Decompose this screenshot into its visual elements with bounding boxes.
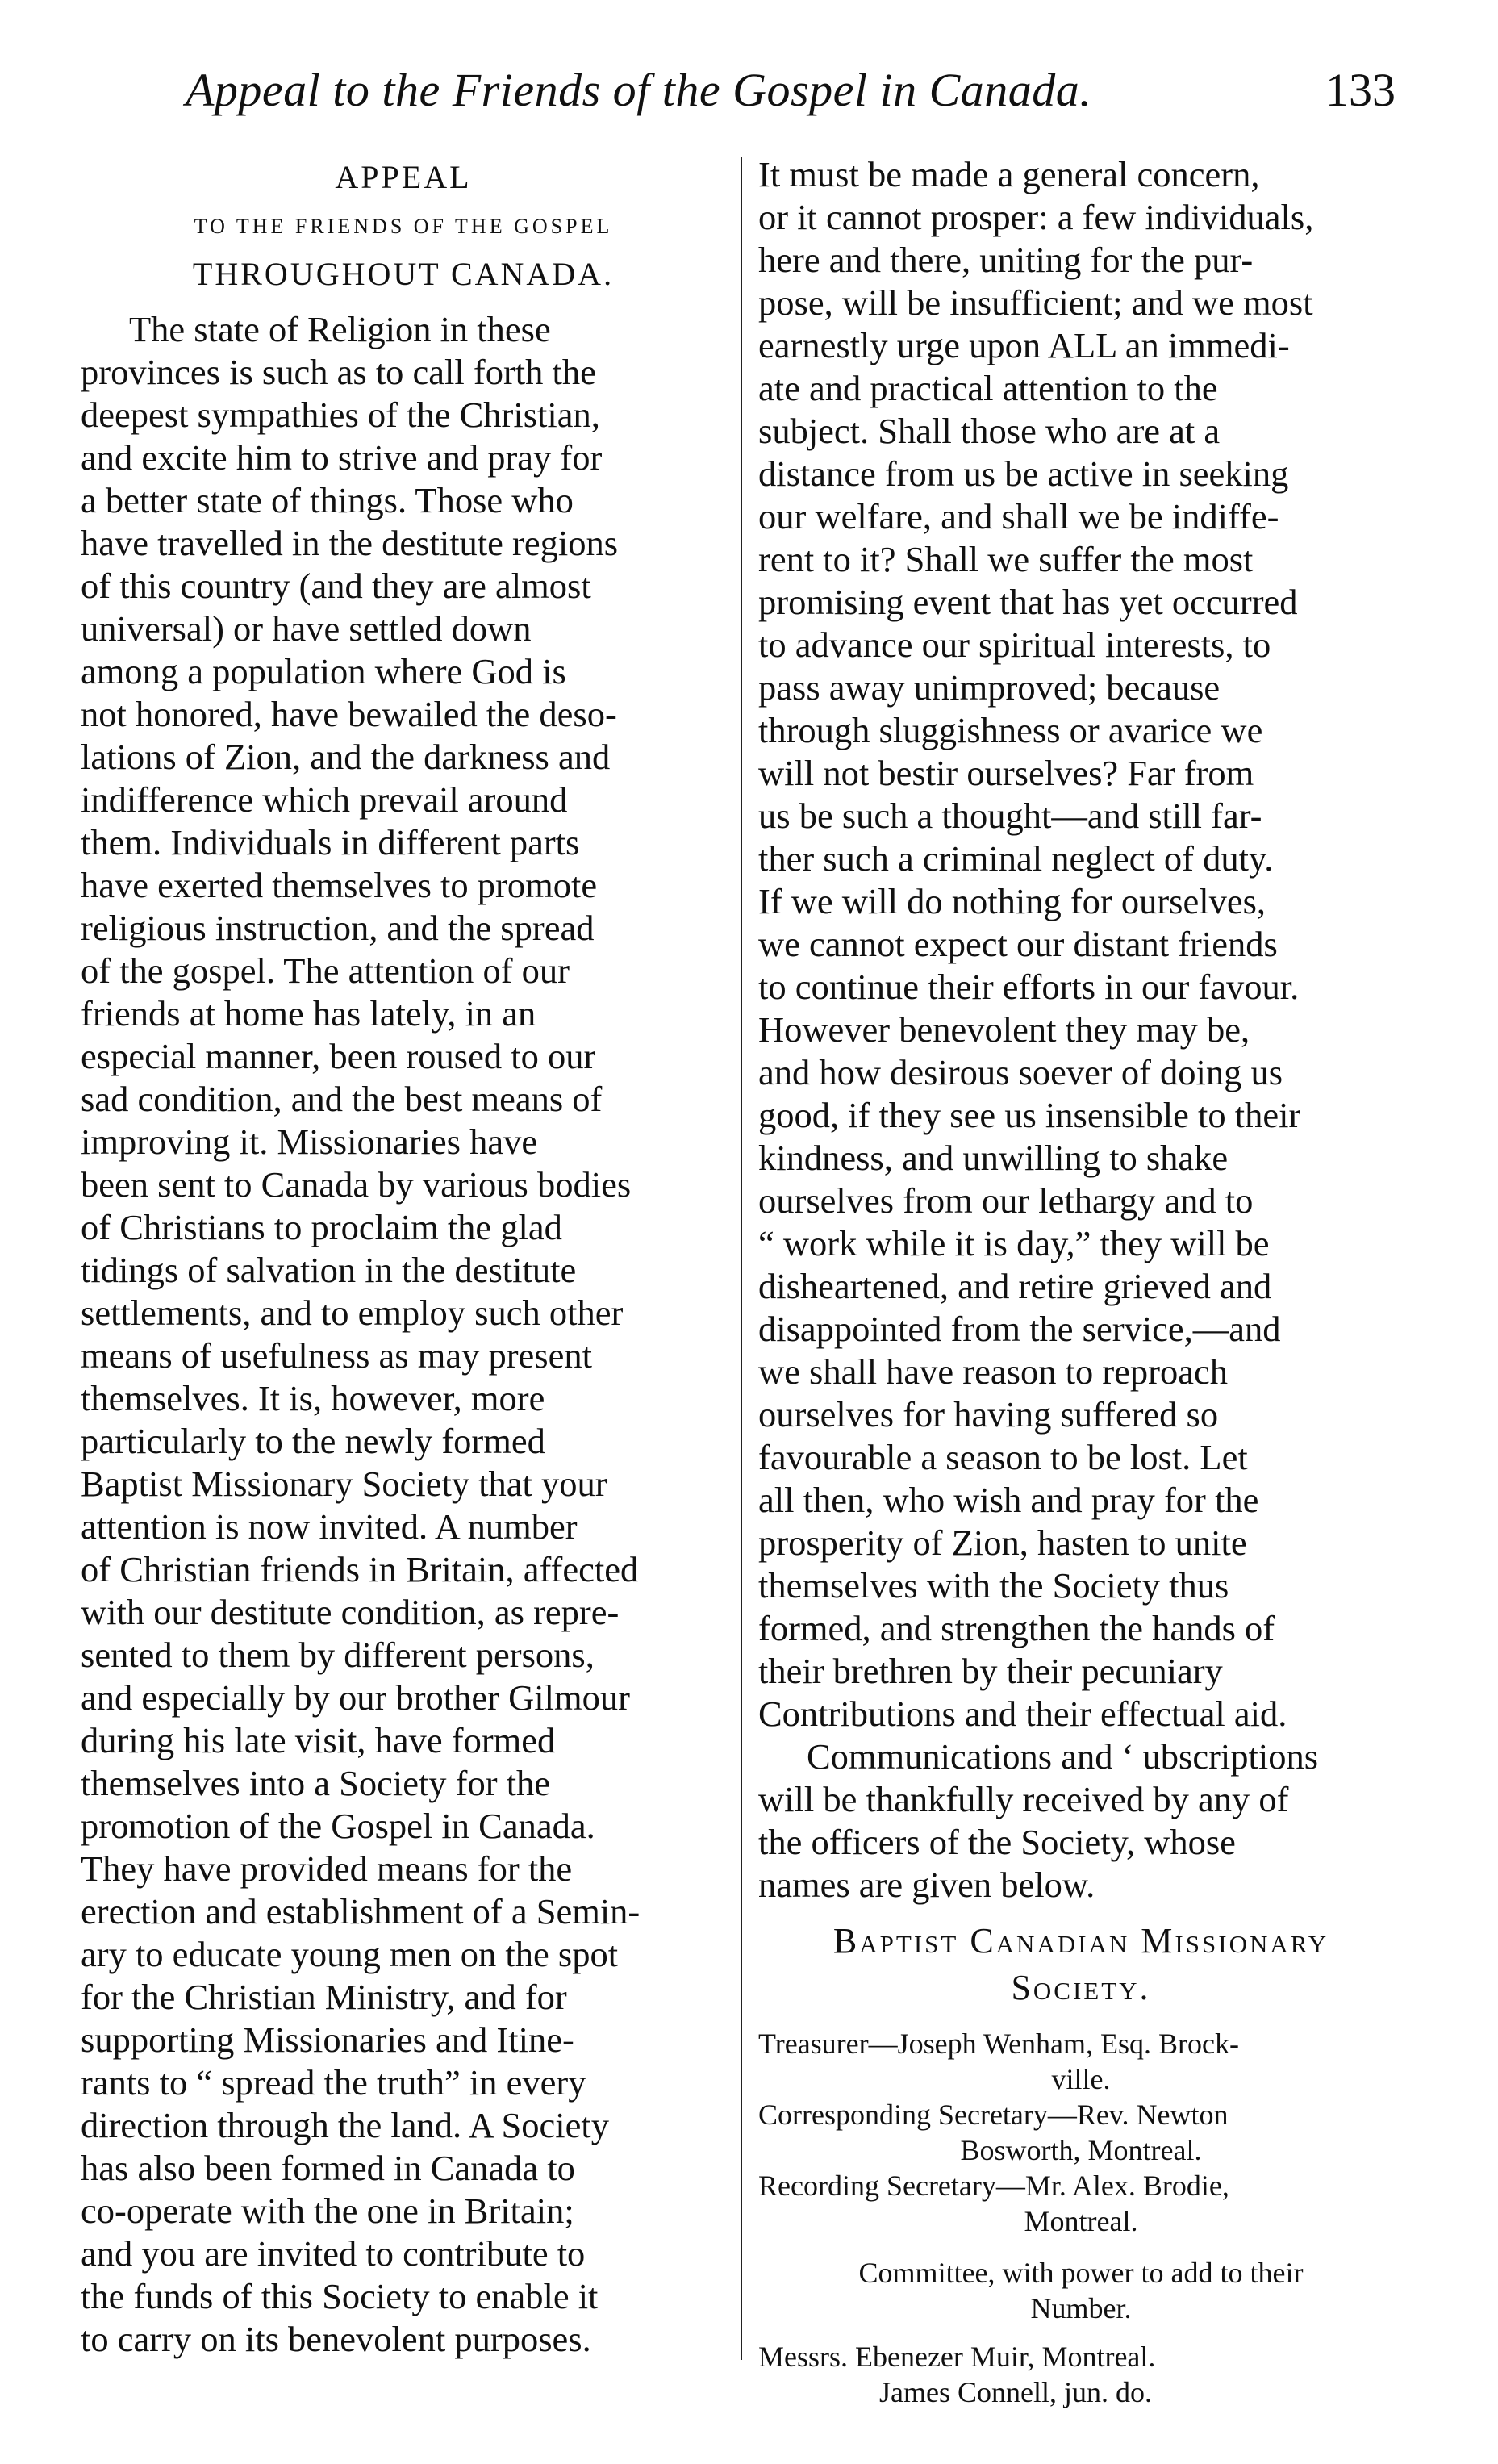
text-line: the officers of the Society, whose (758, 1822, 1236, 1862)
recording-line-2: Montreal. (1024, 2205, 1138, 2237)
text-line: Contributions and their effectual aid. (758, 1693, 1287, 1734)
appeal-subheading-2: THROUGHOUT CANADA. (192, 256, 615, 292)
text-line: friends at home has lately, in an (81, 993, 536, 1034)
text-line: of this country (and they are almost (81, 566, 591, 606)
text-line: It must be made a general concern, (758, 154, 1260, 194)
text-line: ate and practical attention to the (758, 368, 1218, 408)
text-line: prosperity of Zion, hasten to unite (758, 1522, 1247, 1563)
society-title-line-2: Society. (1011, 1968, 1151, 2007)
corresponding-line-1: Corresponding Secretary—Rev. Newton (758, 2099, 1229, 2131)
text-line: sented to them by different persons, (81, 1635, 595, 1675)
text-line: we cannot expect our distant friends (758, 924, 1278, 964)
text-line: formed, and strengthen the hands of (758, 1608, 1275, 1648)
committee-heading (758, 2255, 1404, 2326)
text-line: subject. Shall those who are at a (758, 411, 1221, 451)
text-line: Communications and ‘ ubscriptions (807, 1736, 1319, 1777)
officers-list (758, 2026, 1404, 2239)
text-line: promotion of the Gospel in Canada. (81, 1806, 595, 1846)
text-line: them. Individuals in different parts (81, 822, 580, 862)
text-line: settlements, and to employ such other (81, 1293, 624, 1333)
committee-line-1: Committee, with power to add to their (858, 2257, 1304, 2289)
text-line: ourselves for having suffered so (758, 1394, 1219, 1435)
left-column (81, 153, 726, 2361)
left-body-text (81, 308, 726, 2361)
text-line: universal) or have settled down (81, 608, 532, 649)
committee-member-1: Messrs. Ebenezer Muir, Montreal. (758, 2341, 1156, 2373)
text-line: favourable a season to be lost. Let (758, 1437, 1248, 1477)
text-line: especial manner, been roused to our (81, 1036, 596, 1076)
text-line: kindness, and unwilling to shake (758, 1138, 1229, 1178)
text-line: of Christians to proclaim the glad (81, 1207, 562, 1247)
text-line: to carry on its benevolent purposes. (81, 2319, 591, 2359)
recording-secretary-entry (758, 2168, 1404, 2239)
text-line: earnestly urge upon ALL an immedi- (758, 325, 1290, 365)
text-line: direction through the land. A Society (81, 2105, 610, 2145)
text-line: us be such a thought—and still far- (758, 796, 1262, 836)
committee-members (758, 2339, 1404, 2410)
text-line: to advance our spiritual interests, to (758, 624, 1271, 665)
text-line: They have provided means for the (81, 1848, 573, 1889)
text-line: religious instruction, and the spread (81, 908, 595, 948)
society-title-line-1: Baptist Canadian Missionary (832, 1921, 1329, 1961)
society-title (758, 1918, 1404, 2011)
column-divider (741, 157, 742, 2360)
corresponding-secretary-entry (758, 2097, 1404, 2168)
text-line: has also been formed in Canada to (81, 2148, 575, 2188)
text-line: pass away unimproved; because (758, 667, 1221, 708)
running-title: Appeal to the Friends of the Gospel in Canada. (186, 64, 1092, 116)
right-column (758, 153, 1404, 2410)
text-line: will be thankfully received by any of (758, 1779, 1289, 1819)
treasurer-line-2: ville. (1051, 2063, 1111, 2095)
text-line: supporting Missionaries and Itine- (81, 2019, 574, 2060)
text-line: have exerted themselves to promote (81, 865, 598, 905)
committee-member-2: James Connell, jun. do. (879, 2376, 1152, 2408)
appeal-subheading: TO THE FRIENDS OF THE GOSPEL (194, 215, 613, 238)
text-line: their brethren by their pecuniary (758, 1651, 1223, 1691)
text-line: means of usefulness as may present (81, 1335, 592, 1376)
text-line: among a population where God is (81, 651, 566, 691)
text-line: disheartened, and retire grieved and (758, 1266, 1272, 1306)
treasurer-line-1: Treasurer—Joseph Wenham, Esq. Brock- (758, 2028, 1240, 2060)
text-line: ourselves from our lethargy and to (758, 1180, 1254, 1221)
text-line: themselves into a Society for the (81, 1763, 551, 1803)
text-line: indifference which prevail around (81, 779, 568, 820)
text-line: provinces is such as to call forth the (81, 352, 596, 392)
text-line: disappointed from the service,—and (758, 1309, 1281, 1349)
text-line: for the Christian Ministry, and for (81, 1977, 567, 2017)
text-line: good, if they see us insensible to their (758, 1095, 1301, 1135)
text-line: erection and establishment of a Semin- (81, 1891, 641, 1932)
text-line: not honored, have bewailed the deso- (81, 694, 617, 734)
right-body-text-2 (758, 1735, 1404, 1906)
text-line: attention is now invited. A number (81, 1506, 578, 1547)
page-number: 133 (1325, 64, 1396, 116)
text-line: we shall have reason to reproach (758, 1351, 1228, 1392)
text-line: deepest sympathies of the Christian, (81, 395, 600, 435)
text-line: sad condition, and the best means of (81, 1079, 603, 1119)
text-line: through sluggishness or avarice we (758, 710, 1263, 750)
text-line: and excite him to strive and pray for (81, 437, 603, 478)
right-body-text (758, 153, 1404, 1735)
text-line: ary to educate young men on the spot (81, 1934, 619, 1974)
text-line: have travelled in the destitute regions (81, 523, 619, 563)
recording-line-1: Recording Secretary—Mr. Alex. Brodie, (758, 2170, 1229, 2202)
text-line: rants to “ spread the truth” in every (81, 2062, 586, 2103)
text-line: our welfare, and shall we be indiffe- (758, 496, 1279, 537)
text-line: co-operate with the one in Britain; (81, 2190, 574, 2231)
text-line: and how desirous soever of doing us (758, 1052, 1283, 1092)
text-line: pose, will be insufficient; and we most (758, 282, 1313, 323)
text-line: lations of Zion, and the darkness and (81, 737, 611, 777)
text-line: names are given below. (758, 1865, 1095, 1905)
text-line: a better state of things. Those who (81, 480, 574, 520)
text-line: improving it. Missionaries have (81, 1121, 538, 1162)
text-line: of the gospel. The attention of our (81, 950, 570, 991)
text-line: “ work while it is day,” they will be (758, 1223, 1270, 1263)
text-line: or it cannot prosper: a few individuals, (758, 197, 1314, 237)
text-line: Baptist Missionary Society that your (81, 1464, 607, 1504)
text-line: during his late visit, have formed (81, 1720, 556, 1760)
committee-line-2: Number. (1030, 2292, 1132, 2324)
text-line: particularly to the newly formed (81, 1421, 545, 1461)
text-line: of Christian friends in Britain, affected (81, 1549, 639, 1589)
text-line: If we will do nothing for ourselves, (758, 881, 1266, 921)
text-line: rent to it? Shall we suffer the most (758, 539, 1254, 579)
text-line: themselves. It is, however, more (81, 1378, 545, 1418)
text-line: all then, who wish and pray for the (758, 1480, 1259, 1520)
corresponding-line-2: Bosworth, Montreal. (960, 2134, 1202, 2166)
appeal-heading: APPEAL (335, 159, 472, 195)
text-line: the funds of this Society to enable it (81, 2276, 599, 2316)
text-line: will not bestir ourselves? Far from (758, 753, 1254, 793)
text-line: However benevolent they may be, (758, 1009, 1250, 1050)
text-line: distance from us be active in seeking (758, 453, 1289, 494)
text-line: been sent to Canada by various bodies (81, 1164, 632, 1205)
text-line: here and there, uniting for the pur- (758, 240, 1254, 280)
treasurer-entry (758, 2026, 1404, 2097)
text-line: promising event that has yet occurred (758, 582, 1298, 622)
text-line: with our destitute condition, as repre- (81, 1592, 620, 1632)
text-line: to continue their efforts in our favour. (758, 967, 1300, 1007)
text-line: ther such a criminal neglect of duty. (758, 838, 1274, 879)
text-line: themselves with the Society thus (758, 1565, 1229, 1606)
text-line: and you are invited to contribute to (81, 2233, 586, 2274)
text-line: and especially by our brother Gilmour (81, 1677, 630, 1718)
text-line: The state of Religion in these (129, 309, 551, 349)
running-header (186, 63, 1396, 127)
text-line: tidings of salvation in the destitute (81, 1250, 577, 1290)
